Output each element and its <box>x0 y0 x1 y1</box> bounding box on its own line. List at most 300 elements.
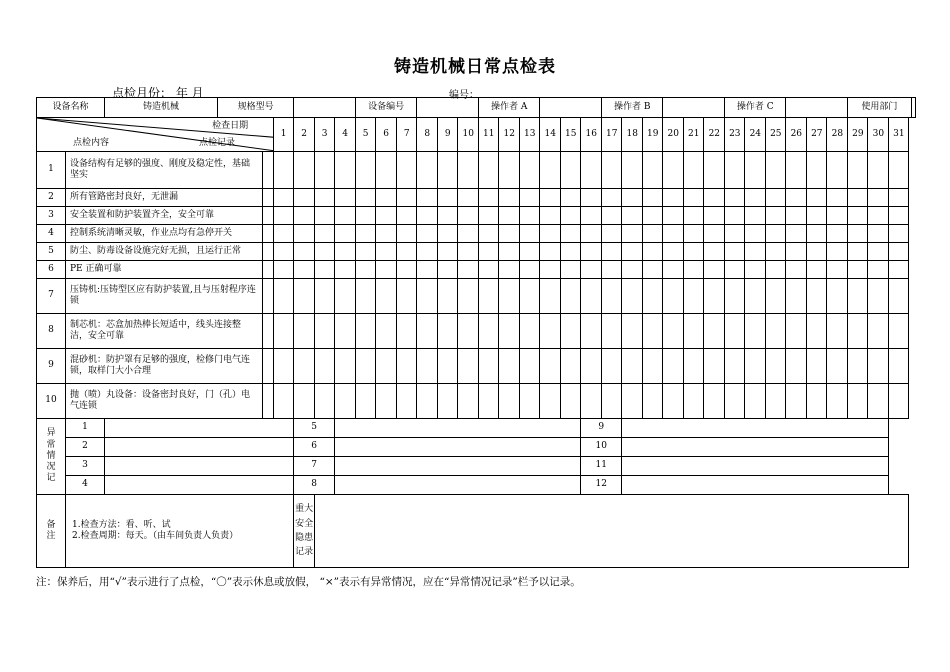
check-cell[interactable] <box>684 225 704 243</box>
check-cell[interactable] <box>622 279 643 314</box>
check-cell[interactable] <box>274 261 294 279</box>
check-cell[interactable] <box>807 225 827 243</box>
check-cell[interactable] <box>663 279 684 314</box>
check-cell[interactable] <box>643 314 663 349</box>
check-cell[interactable] <box>561 189 581 207</box>
check-cell[interactable] <box>397 207 417 225</box>
check-cell[interactable] <box>540 279 561 314</box>
check-cell[interactable] <box>889 189 909 207</box>
check-cell[interactable] <box>315 225 335 243</box>
check-cell[interactable] <box>315 261 335 279</box>
item-record-cell[interactable] <box>263 243 274 261</box>
check-cell[interactable] <box>335 243 356 261</box>
check-cell[interactable] <box>397 279 417 314</box>
check-cell[interactable] <box>889 207 909 225</box>
check-cell[interactable] <box>499 152 520 189</box>
check-cell[interactable] <box>745 261 766 279</box>
abnormal-record[interactable] <box>335 438 581 457</box>
check-cell[interactable] <box>663 314 684 349</box>
check-cell[interactable] <box>581 152 602 189</box>
check-cell[interactable] <box>602 243 622 261</box>
check-cell[interactable] <box>479 243 499 261</box>
check-cell[interactable] <box>561 152 581 189</box>
check-cell[interactable] <box>684 314 704 349</box>
check-cell[interactable] <box>602 189 622 207</box>
check-cell[interactable] <box>827 207 848 225</box>
check-cell[interactable] <box>438 279 458 314</box>
check-cell[interactable] <box>745 314 766 349</box>
check-cell[interactable] <box>704 261 725 279</box>
check-cell[interactable] <box>417 207 438 225</box>
check-cell[interactable] <box>745 207 766 225</box>
check-cell[interactable] <box>827 384 848 419</box>
check-cell[interactable] <box>889 225 909 243</box>
check-cell[interactable] <box>643 207 663 225</box>
check-cell[interactable] <box>315 314 335 349</box>
check-cell[interactable] <box>643 349 663 384</box>
check-cell[interactable] <box>827 261 848 279</box>
check-cell[interactable] <box>520 152 540 189</box>
check-cell[interactable] <box>438 225 458 243</box>
check-cell[interactable] <box>274 314 294 349</box>
abnormal-record[interactable] <box>105 419 294 438</box>
check-cell[interactable] <box>602 261 622 279</box>
check-cell[interactable] <box>786 243 807 261</box>
check-cell[interactable] <box>643 384 663 419</box>
check-cell[interactable] <box>704 152 725 189</box>
check-cell[interactable] <box>848 279 868 314</box>
model-value[interactable] <box>294 98 356 118</box>
check-cell[interactable] <box>704 243 725 261</box>
check-cell[interactable] <box>725 349 745 384</box>
check-cell[interactable] <box>663 189 684 207</box>
check-cell[interactable] <box>397 349 417 384</box>
check-cell[interactable] <box>520 189 540 207</box>
check-cell[interactable] <box>479 189 499 207</box>
check-cell[interactable] <box>868 152 889 189</box>
check-cell[interactable] <box>807 384 827 419</box>
check-cell[interactable] <box>766 152 786 189</box>
check-cell[interactable] <box>766 314 786 349</box>
check-cell[interactable] <box>684 384 704 419</box>
abnormal-record[interactable] <box>622 419 889 438</box>
check-cell[interactable] <box>745 279 766 314</box>
check-cell[interactable] <box>479 279 499 314</box>
check-cell[interactable] <box>294 279 315 314</box>
check-cell[interactable] <box>766 349 786 384</box>
check-cell[interactable] <box>438 207 458 225</box>
check-cell[interactable] <box>458 189 479 207</box>
check-cell[interactable] <box>376 207 397 225</box>
check-cell[interactable] <box>663 243 684 261</box>
operator-b-value[interactable] <box>663 98 725 118</box>
operator-c-value[interactable] <box>786 98 848 118</box>
check-cell[interactable] <box>725 384 745 419</box>
check-cell[interactable] <box>417 261 438 279</box>
check-cell[interactable] <box>540 314 561 349</box>
check-cell[interactable] <box>622 349 643 384</box>
check-cell[interactable] <box>807 152 827 189</box>
check-cell[interactable] <box>356 189 376 207</box>
check-cell[interactable] <box>274 349 294 384</box>
check-cell[interactable] <box>889 349 909 384</box>
check-cell[interactable] <box>745 243 766 261</box>
check-cell[interactable] <box>438 261 458 279</box>
check-cell[interactable] <box>397 314 417 349</box>
check-cell[interactable] <box>356 152 376 189</box>
check-cell[interactable] <box>417 243 438 261</box>
abnormal-record[interactable] <box>622 476 889 495</box>
check-cell[interactable] <box>581 189 602 207</box>
check-cell[interactable] <box>540 189 561 207</box>
item-record-cell[interactable] <box>263 189 274 207</box>
check-cell[interactable] <box>868 207 889 225</box>
check-cell[interactable] <box>643 152 663 189</box>
abnormal-record[interactable] <box>335 476 581 495</box>
check-cell[interactable] <box>458 384 479 419</box>
check-cell[interactable] <box>602 384 622 419</box>
check-cell[interactable] <box>356 314 376 349</box>
check-cell[interactable] <box>643 225 663 243</box>
check-cell[interactable] <box>725 314 745 349</box>
check-cell[interactable] <box>274 279 294 314</box>
check-cell[interactable] <box>704 279 725 314</box>
check-cell[interactable] <box>725 261 745 279</box>
check-cell[interactable] <box>520 279 540 314</box>
check-cell[interactable] <box>766 384 786 419</box>
check-cell[interactable] <box>827 279 848 314</box>
check-cell[interactable] <box>704 384 725 419</box>
check-cell[interactable] <box>479 349 499 384</box>
check-cell[interactable] <box>827 243 848 261</box>
check-cell[interactable] <box>745 189 766 207</box>
check-cell[interactable] <box>766 207 786 225</box>
item-record-cell[interactable] <box>263 261 274 279</box>
check-cell[interactable] <box>376 152 397 189</box>
check-cell[interactable] <box>315 243 335 261</box>
check-cell[interactable] <box>561 225 581 243</box>
check-cell[interactable] <box>315 207 335 225</box>
item-record-cell[interactable] <box>263 384 274 419</box>
check-cell[interactable] <box>868 279 889 314</box>
check-cell[interactable] <box>766 225 786 243</box>
item-record-cell[interactable] <box>263 349 274 384</box>
check-cell[interactable] <box>827 152 848 189</box>
department-value[interactable] <box>911 98 915 118</box>
check-cell[interactable] <box>376 189 397 207</box>
check-cell[interactable] <box>581 225 602 243</box>
check-cell[interactable] <box>458 314 479 349</box>
check-cell[interactable] <box>499 349 520 384</box>
check-cell[interactable] <box>622 225 643 243</box>
check-cell[interactable] <box>376 261 397 279</box>
item-record-cell[interactable] <box>263 314 274 349</box>
check-cell[interactable] <box>868 189 889 207</box>
check-cell[interactable] <box>540 384 561 419</box>
check-cell[interactable] <box>786 225 807 243</box>
check-cell[interactable] <box>438 314 458 349</box>
check-cell[interactable] <box>520 349 540 384</box>
abnormal-record[interactable] <box>622 438 889 457</box>
check-cell[interactable] <box>458 243 479 261</box>
check-cell[interactable] <box>786 189 807 207</box>
check-cell[interactable] <box>540 207 561 225</box>
check-cell[interactable] <box>827 349 848 384</box>
check-cell[interactable] <box>356 349 376 384</box>
check-cell[interactable] <box>663 384 684 419</box>
check-cell[interactable] <box>643 279 663 314</box>
check-cell[interactable] <box>520 314 540 349</box>
check-cell[interactable] <box>622 384 643 419</box>
check-cell[interactable] <box>397 189 417 207</box>
check-cell[interactable] <box>868 314 889 349</box>
check-cell[interactable] <box>520 243 540 261</box>
check-cell[interactable] <box>274 207 294 225</box>
hazard-record[interactable] <box>315 495 909 568</box>
check-cell[interactable] <box>294 207 315 225</box>
check-cell[interactable] <box>766 261 786 279</box>
check-cell[interactable] <box>848 225 868 243</box>
check-cell[interactable] <box>417 279 438 314</box>
check-cell[interactable] <box>458 152 479 189</box>
check-cell[interactable] <box>848 384 868 419</box>
check-cell[interactable] <box>889 152 909 189</box>
check-cell[interactable] <box>827 189 848 207</box>
check-cell[interactable] <box>848 314 868 349</box>
check-cell[interactable] <box>376 243 397 261</box>
check-cell[interactable] <box>356 279 376 314</box>
check-cell[interactable] <box>848 152 868 189</box>
check-cell[interactable] <box>622 189 643 207</box>
check-cell[interactable] <box>889 279 909 314</box>
check-cell[interactable] <box>561 314 581 349</box>
check-cell[interactable] <box>561 207 581 225</box>
check-cell[interactable] <box>889 261 909 279</box>
check-cell[interactable] <box>335 349 356 384</box>
check-cell[interactable] <box>335 225 356 243</box>
check-cell[interactable] <box>499 279 520 314</box>
check-cell[interactable] <box>294 152 315 189</box>
item-record-cell[interactable] <box>263 279 274 314</box>
check-cell[interactable] <box>622 261 643 279</box>
check-cell[interactable] <box>540 261 561 279</box>
check-cell[interactable] <box>294 189 315 207</box>
check-cell[interactable] <box>786 349 807 384</box>
check-cell[interactable] <box>376 314 397 349</box>
check-cell[interactable] <box>704 225 725 243</box>
check-cell[interactable] <box>725 152 745 189</box>
check-cell[interactable] <box>294 225 315 243</box>
check-cell[interactable] <box>602 349 622 384</box>
check-cell[interactable] <box>868 225 889 243</box>
check-cell[interactable] <box>807 189 827 207</box>
check-cell[interactable] <box>684 189 704 207</box>
check-cell[interactable] <box>376 349 397 384</box>
check-cell[interactable] <box>704 189 725 207</box>
check-cell[interactable] <box>725 243 745 261</box>
check-cell[interactable] <box>499 314 520 349</box>
check-cell[interactable] <box>356 261 376 279</box>
check-cell[interactable] <box>458 349 479 384</box>
check-cell[interactable] <box>520 384 540 419</box>
check-cell[interactable] <box>335 189 356 207</box>
check-cell[interactable] <box>684 261 704 279</box>
check-cell[interactable] <box>294 314 315 349</box>
check-cell[interactable] <box>458 207 479 225</box>
check-cell[interactable] <box>499 225 520 243</box>
check-cell[interactable] <box>602 225 622 243</box>
check-cell[interactable] <box>294 349 315 384</box>
check-cell[interactable] <box>704 349 725 384</box>
check-cell[interactable] <box>807 261 827 279</box>
check-cell[interactable] <box>684 152 704 189</box>
check-cell[interactable] <box>868 384 889 419</box>
check-cell[interactable] <box>315 279 335 314</box>
check-cell[interactable] <box>848 261 868 279</box>
check-cell[interactable] <box>294 261 315 279</box>
check-cell[interactable] <box>581 207 602 225</box>
check-cell[interactable] <box>807 314 827 349</box>
check-cell[interactable] <box>561 279 581 314</box>
item-record-cell[interactable] <box>263 207 274 225</box>
check-cell[interactable] <box>725 189 745 207</box>
check-cell[interactable] <box>479 261 499 279</box>
check-cell[interactable] <box>786 384 807 419</box>
check-cell[interactable] <box>335 279 356 314</box>
check-cell[interactable] <box>807 279 827 314</box>
check-cell[interactable] <box>704 207 725 225</box>
check-cell[interactable] <box>889 314 909 349</box>
check-cell[interactable] <box>745 349 766 384</box>
check-cell[interactable] <box>745 384 766 419</box>
check-cell[interactable] <box>376 279 397 314</box>
abnormal-record[interactable] <box>335 457 581 476</box>
abnormal-record[interactable] <box>105 476 294 495</box>
check-cell[interactable] <box>643 261 663 279</box>
check-cell[interactable] <box>376 384 397 419</box>
check-cell[interactable] <box>725 279 745 314</box>
check-cell[interactable] <box>684 243 704 261</box>
check-cell[interactable] <box>848 207 868 225</box>
check-cell[interactable] <box>499 207 520 225</box>
check-cell[interactable] <box>745 225 766 243</box>
check-cell[interactable] <box>745 152 766 189</box>
check-cell[interactable] <box>520 207 540 225</box>
check-cell[interactable] <box>848 349 868 384</box>
abnormal-record[interactable] <box>105 457 294 476</box>
check-cell[interactable] <box>499 384 520 419</box>
check-cell[interactable] <box>417 189 438 207</box>
check-cell[interactable] <box>499 243 520 261</box>
check-cell[interactable] <box>561 261 581 279</box>
check-cell[interactable] <box>458 279 479 314</box>
check-cell[interactable] <box>868 349 889 384</box>
check-cell[interactable] <box>438 349 458 384</box>
check-cell[interactable] <box>479 384 499 419</box>
check-cell[interactable] <box>766 243 786 261</box>
check-cell[interactable] <box>356 207 376 225</box>
check-cell[interactable] <box>294 243 315 261</box>
check-cell[interactable] <box>581 384 602 419</box>
check-cell[interactable] <box>356 225 376 243</box>
check-cell[interactable] <box>499 261 520 279</box>
check-cell[interactable] <box>335 384 356 419</box>
check-cell[interactable] <box>438 189 458 207</box>
check-cell[interactable] <box>602 314 622 349</box>
check-cell[interactable] <box>315 384 335 419</box>
check-cell[interactable] <box>622 207 643 225</box>
check-cell[interactable] <box>868 261 889 279</box>
check-cell[interactable] <box>602 279 622 314</box>
item-record-cell[interactable] <box>263 152 274 189</box>
check-cell[interactable] <box>786 152 807 189</box>
check-cell[interactable] <box>335 207 356 225</box>
check-cell[interactable] <box>889 384 909 419</box>
check-cell[interactable] <box>540 349 561 384</box>
check-cell[interactable] <box>581 279 602 314</box>
check-cell[interactable] <box>397 225 417 243</box>
check-cell[interactable] <box>315 189 335 207</box>
check-cell[interactable] <box>704 314 725 349</box>
check-cell[interactable] <box>458 261 479 279</box>
check-cell[interactable] <box>376 225 397 243</box>
check-cell[interactable] <box>397 261 417 279</box>
check-cell[interactable] <box>766 279 786 314</box>
check-cell[interactable] <box>663 207 684 225</box>
check-cell[interactable] <box>315 152 335 189</box>
check-cell[interactable] <box>581 314 602 349</box>
check-cell[interactable] <box>561 349 581 384</box>
check-cell[interactable] <box>417 152 438 189</box>
check-cell[interactable] <box>684 349 704 384</box>
check-cell[interactable] <box>868 243 889 261</box>
check-cell[interactable] <box>479 152 499 189</box>
check-cell[interactable] <box>417 225 438 243</box>
check-cell[interactable] <box>479 207 499 225</box>
check-cell[interactable] <box>335 261 356 279</box>
check-cell[interactable] <box>622 314 643 349</box>
check-cell[interactable] <box>479 314 499 349</box>
check-cell[interactable] <box>438 243 458 261</box>
check-cell[interactable] <box>602 152 622 189</box>
check-cell[interactable] <box>417 349 438 384</box>
check-cell[interactable] <box>294 384 315 419</box>
check-cell[interactable] <box>540 243 561 261</box>
abnormal-record[interactable] <box>105 438 294 457</box>
check-cell[interactable] <box>786 207 807 225</box>
check-cell[interactable] <box>581 243 602 261</box>
check-cell[interactable] <box>766 189 786 207</box>
check-cell[interactable] <box>622 243 643 261</box>
check-cell[interactable] <box>417 384 438 419</box>
check-cell[interactable] <box>725 225 745 243</box>
check-cell[interactable] <box>827 314 848 349</box>
check-cell[interactable] <box>274 152 294 189</box>
check-cell[interactable] <box>397 152 417 189</box>
check-cell[interactable] <box>315 349 335 384</box>
check-cell[interactable] <box>438 152 458 189</box>
check-cell[interactable] <box>602 207 622 225</box>
check-cell[interactable] <box>458 225 479 243</box>
check-cell[interactable] <box>663 349 684 384</box>
check-cell[interactable] <box>540 152 561 189</box>
check-cell[interactable] <box>889 243 909 261</box>
check-cell[interactable] <box>335 152 356 189</box>
check-cell[interactable] <box>786 314 807 349</box>
check-cell[interactable] <box>520 261 540 279</box>
check-cell[interactable] <box>684 207 704 225</box>
check-cell[interactable] <box>643 243 663 261</box>
